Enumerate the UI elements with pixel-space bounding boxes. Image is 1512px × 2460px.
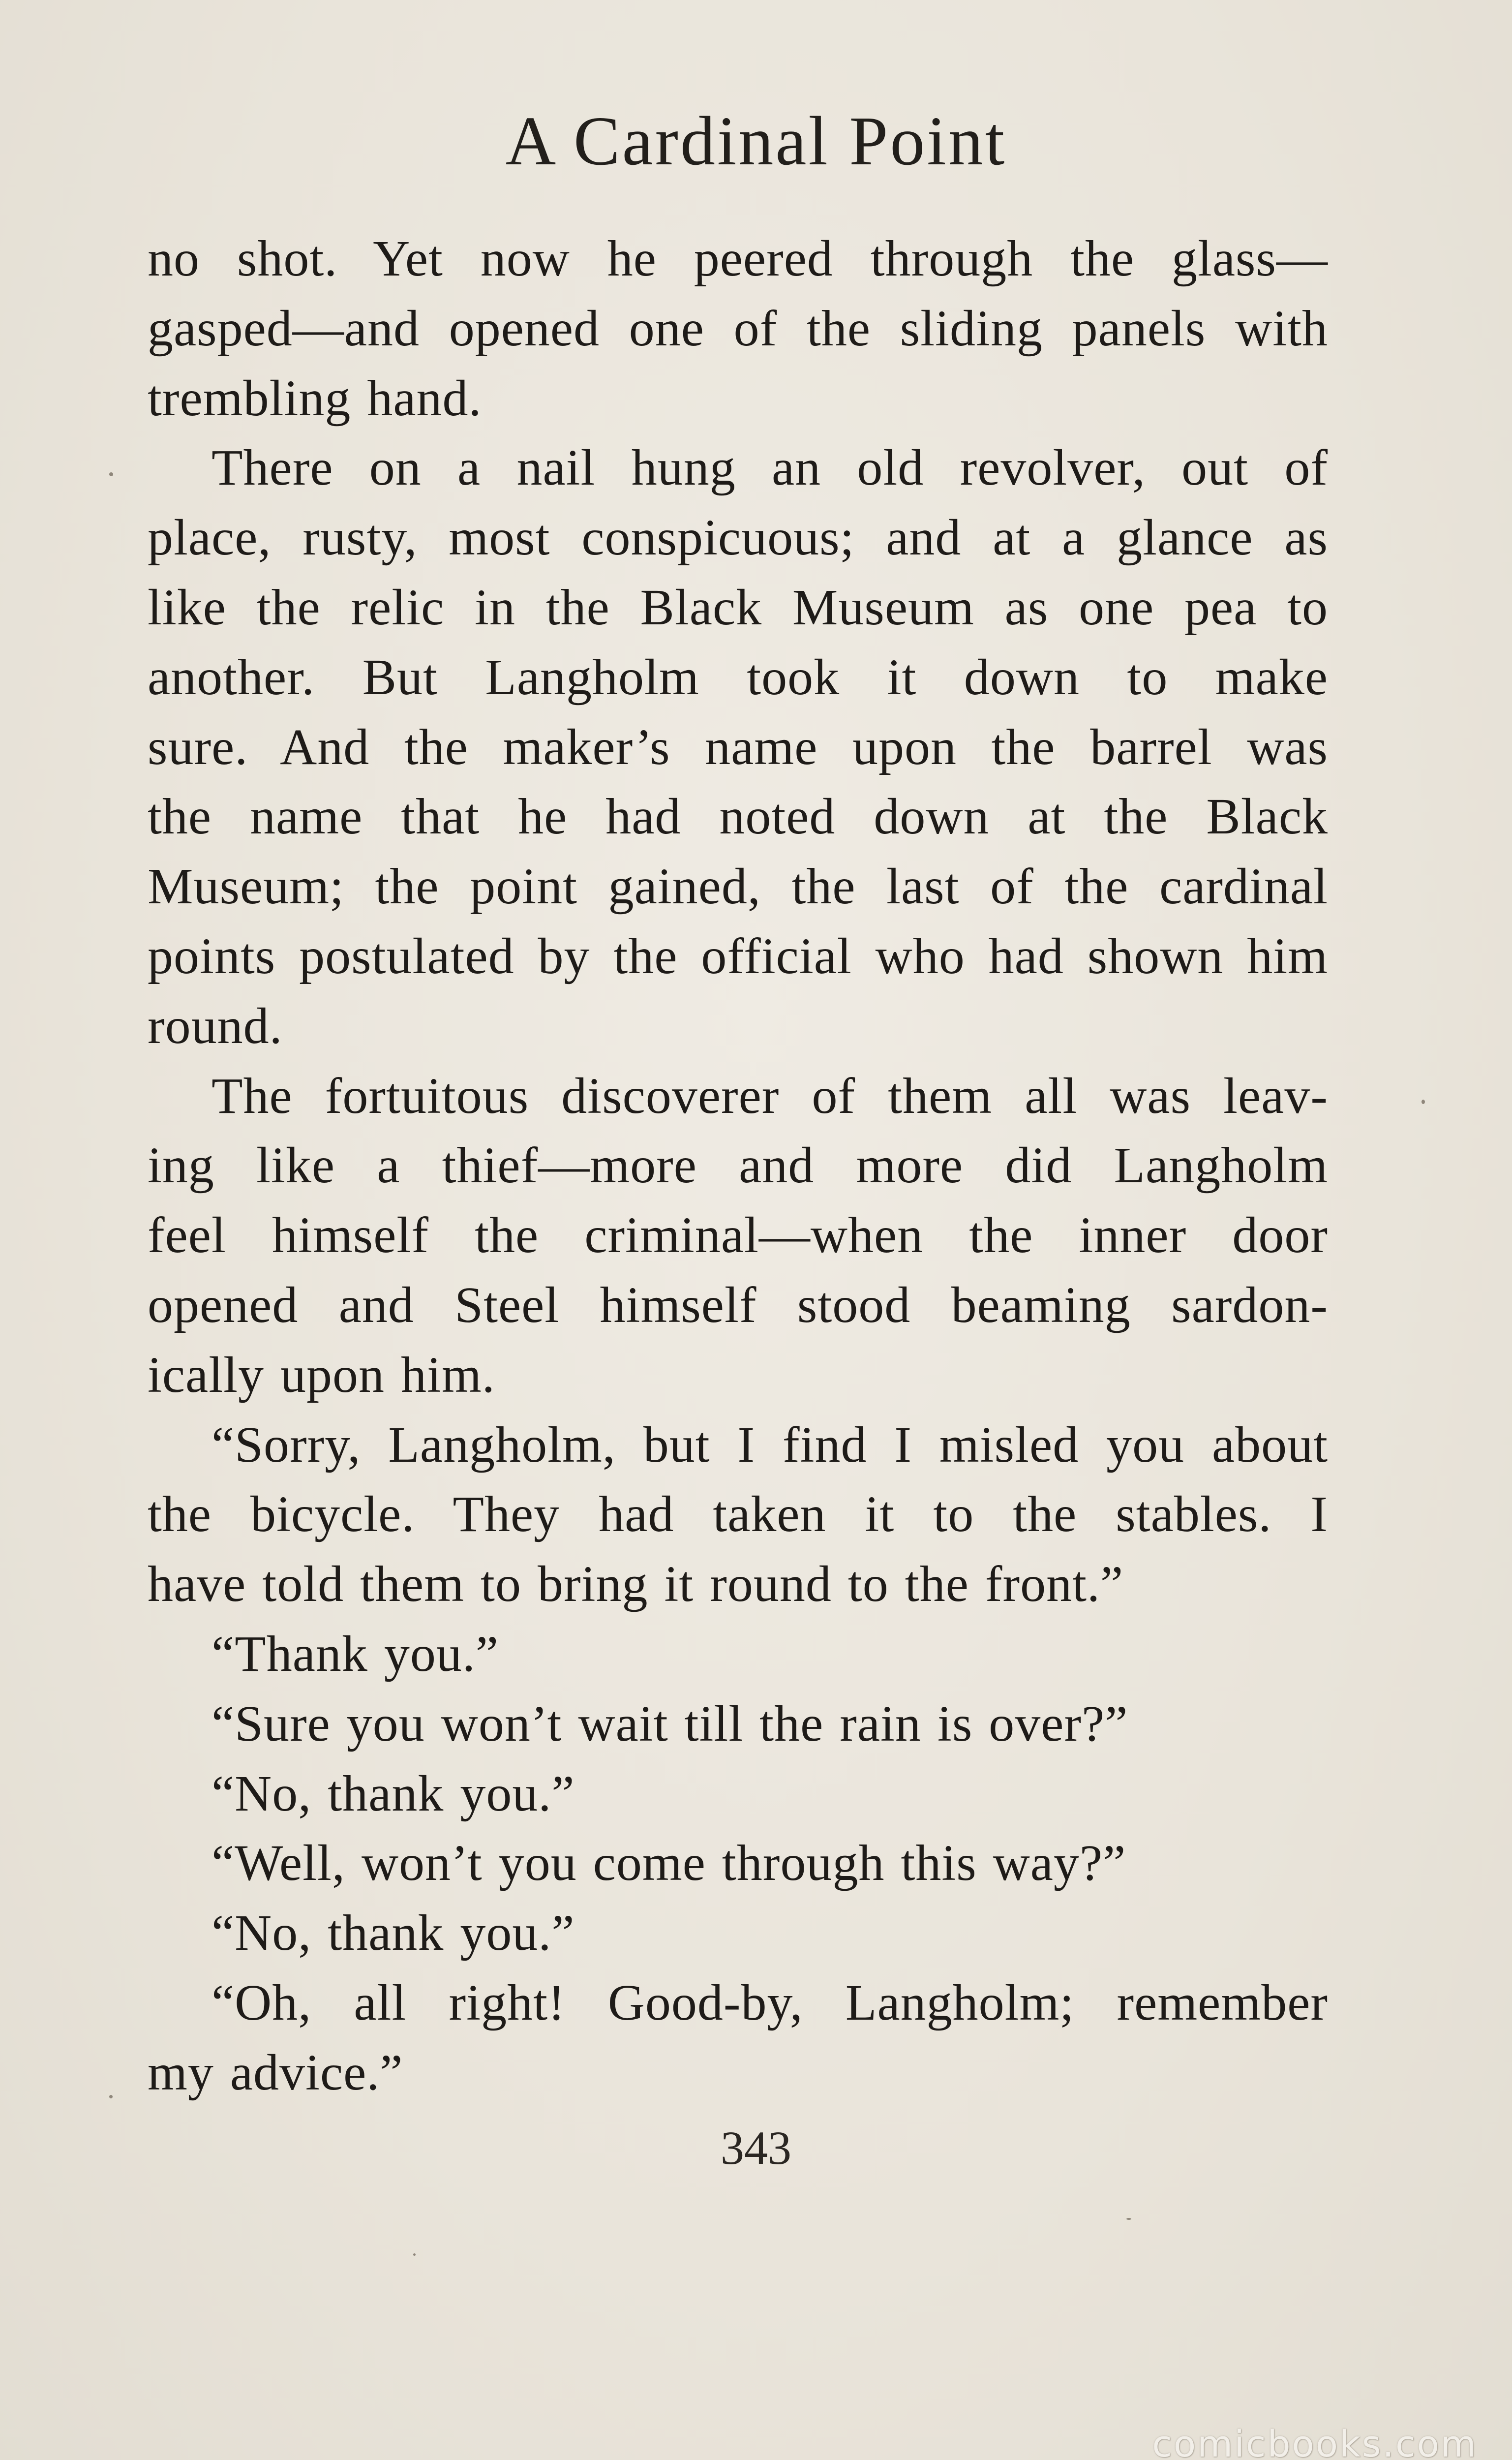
paper-speck — [1421, 1100, 1425, 1104]
text-line: ing like a thief—more and more did Langholm — [148, 1137, 1328, 1194]
text-line: “No, thank you.” — [212, 1765, 575, 1822]
text-line: “Oh, all right! Good-by, Langholm; remember — [212, 1974, 1328, 2031]
text-line: another. But Langholm took it down to make — [148, 648, 1328, 706]
text-line: ically upon him. — [148, 1346, 495, 1403]
text-line: Museum; the point gained, the last of the cardinal — [148, 858, 1328, 915]
running-head: A Cardinal Point — [505, 102, 1007, 180]
text-line: sure. And the maker’s name upon the barrel was — [148, 718, 1328, 775]
text-line: the bicycle. They had taken it to the stables. I — [148, 1486, 1328, 1543]
text-line: opened and Steel himself stood beaming sardon- — [148, 1276, 1328, 1333]
text-line: “Thank you.” — [212, 1625, 499, 1682]
text-line: feel himself the criminal—when the inner door — [148, 1207, 1328, 1264]
text-line: There on a nail hung an old revolver, out of — [212, 439, 1328, 496]
paper-speck — [413, 2253, 416, 2256]
text-line: gasped—and opened one of the sliding panels with — [148, 300, 1328, 357]
text-line: trembling hand. — [148, 369, 482, 427]
text-line: my advice.” — [148, 2044, 403, 2101]
text-line: no shot. Yet now he peered through the glass— — [148, 230, 1328, 287]
paper-speck — [1126, 2218, 1131, 2220]
watermark: comicbooks.com — [1152, 2423, 1478, 2460]
text-line: like the relic in the Black Museum as one pea to — [148, 579, 1328, 636]
paper-speck — [109, 472, 113, 476]
text-line: “Sorry, Langholm, but I find I misled you about — [212, 1416, 1328, 1473]
text-line: “Sure you won’t wait till the rain is over?” — [212, 1695, 1128, 1752]
text-line: have told them to bring it round to the front.” — [148, 1556, 1124, 1613]
page-number: 343 — [721, 2122, 791, 2174]
paper-speck — [109, 2095, 113, 2098]
body-text — [148, 224, 1328, 2108]
text-line: “No, thank you.” — [212, 1905, 575, 1962]
text-line: “Well, won’t you come through this way?” — [212, 1835, 1126, 1892]
text-line: round. — [148, 997, 283, 1054]
text-line: points postulated by the official who had shown him — [148, 927, 1328, 984]
text-line: the name that he had noted down at the Black — [148, 788, 1328, 845]
text-line: The fortuitous discoverer of them all was leav- — [212, 1067, 1328, 1124]
text-line: place, rusty, most conspicuous; and at a glance as — [148, 509, 1328, 566]
